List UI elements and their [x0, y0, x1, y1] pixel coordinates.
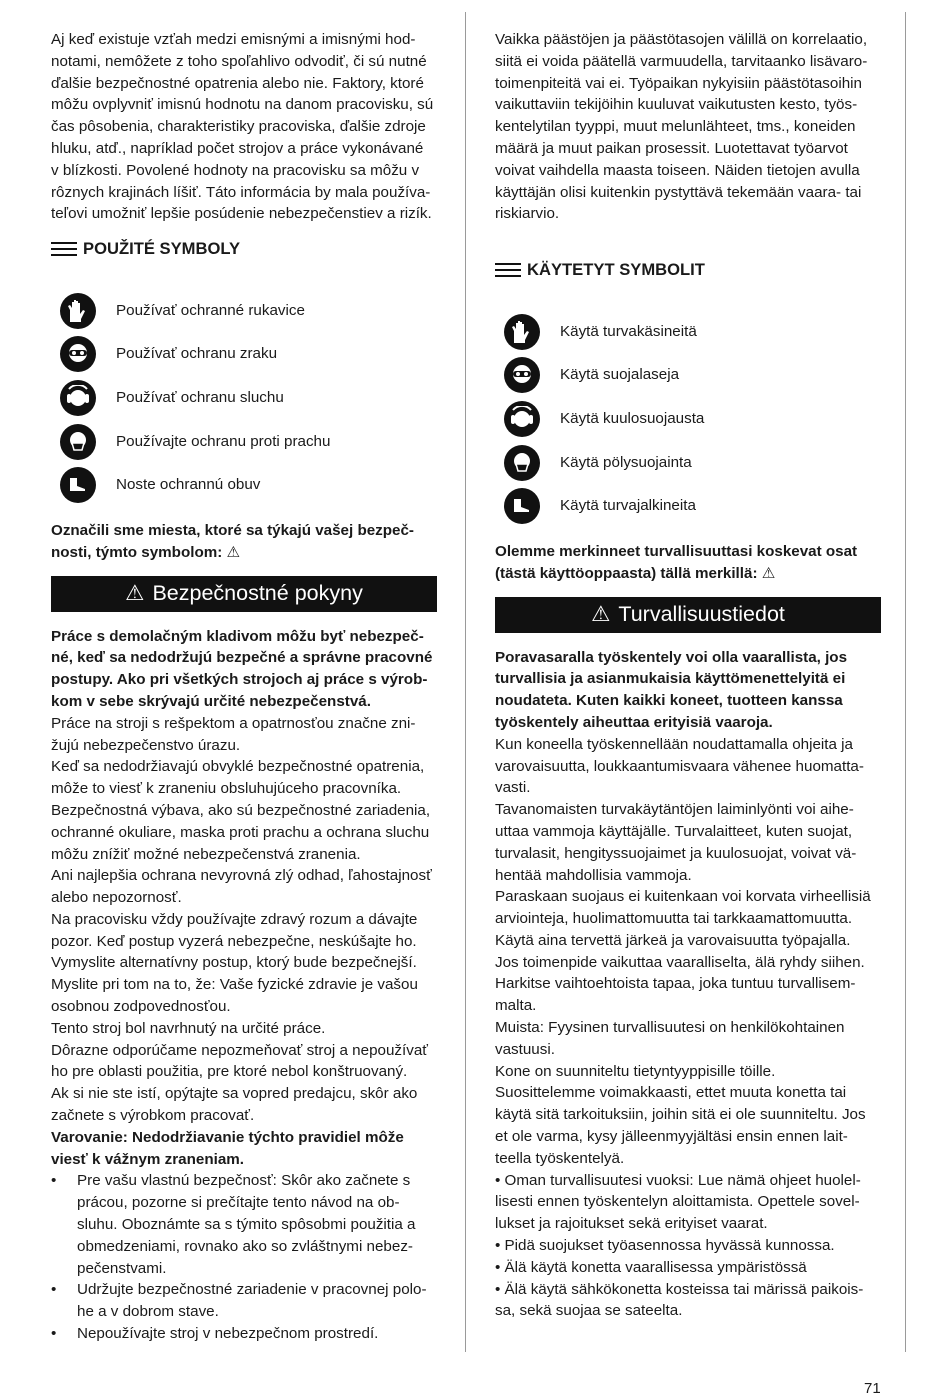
text-line: riskiarvio. [495, 205, 560, 223]
text-line: postupy. Ako pri všetkých strojoch aj práce s výrob- [51, 671, 428, 689]
text-line: käyttäjän olisi kuitenkin pystyttävä tekemään vaara- tai [495, 183, 862, 201]
gloves-icon [504, 314, 540, 350]
page-number: 71 [864, 1380, 881, 1397]
text-line: Dôrazne odporúčame nepozmeňovať stroj a nepoužívať [51, 1041, 428, 1059]
symbol-item [495, 484, 881, 528]
text-line: Vaikka päästöjen ja päästötasojen välillä on korrelaatio, [495, 31, 868, 48]
symbols-list [51, 289, 437, 507]
text-line: Na pracovisku vždy používajte zdravý rozum a dávajte [51, 910, 418, 928]
text-line: obmedzeniami, rovnako ako so zvláštnymi nebez- [77, 1237, 413, 1255]
text-line: Poravasaralla työskentely voi olla vaarallista, jos [495, 648, 848, 666]
dust-mask-icon [60, 424, 96, 460]
symbol-item [495, 354, 881, 398]
text-line: prácou, pozorne si prečítajte tento návod na ob- [77, 1194, 400, 1212]
text-line: turvallisia ja asianmukaisia käyttömenettelyitä ei [495, 670, 846, 688]
text-line: et ole varma, kysy jälleenmyyjältäsi ensin ennen lait- [495, 1128, 848, 1146]
text-line: Pre vašu vlastnú bezpečnosť: Skôr ako začnete s [77, 1172, 411, 1190]
ear-protection-icon [60, 380, 96, 416]
text-line: Myslite pri tom na to, že: Vaše fyzické zdravie je vašou [51, 976, 418, 994]
text-line: pečenstvami. [77, 1259, 167, 1277]
text-line: (tästä käyttöoppaasta) tällä merkillä: ⚠ [495, 564, 776, 582]
text-line: notami, nemôžete z toho spoľahlivo odvodiť, či sú nutné [51, 52, 427, 70]
text-line: teľovi umožniť lepšie posúdenie nebezpečenstiev a rizík. [51, 205, 432, 223]
text-line: sa, sekä suojaa se sateelta. [495, 1302, 683, 1320]
warning-icon: ⚠ [125, 580, 145, 605]
text-line: siitä ei voida päätellä varmuudella, tarvitaanko lisävaro- [495, 52, 868, 70]
safety-banner [51, 576, 437, 612]
text-line: vastuusi. [495, 1040, 555, 1058]
text-line: Olemme merkinneet turvallisuuttasi koskevat osat [495, 542, 858, 560]
text-line: ochranné okuliare, maska proti prachu a ochrana sluchu [51, 823, 430, 841]
symbol-label: Käytä turvakäsineitä [560, 322, 697, 340]
text-line: Varovanie: Nedodržiavanie týchto pravidiel môže [51, 1128, 404, 1146]
text-line: kentelytilan tyyppi, muut melunlähteet, tms., koneiden [495, 118, 856, 136]
symbol-label: Používať ochranu zraku [116, 345, 278, 363]
text-line: né, keď sa nedodržujú bezpečné a správne pracovné [51, 649, 433, 667]
text-line: Ak si nie ste istí, opýtajte sa vopred predajcu, skôr ako [51, 1085, 418, 1103]
left-column [51, 29, 437, 1345]
symbol-item [51, 420, 437, 464]
text-line: Keď sa nedodržiavajú obvyklé bezpečnostné opatrenia, [51, 758, 425, 776]
text-line: Suosittelemme voimakkaasti, ettet muuta konetta tai [495, 1084, 847, 1102]
symbol-label: Používať ochranné rukavice [116, 301, 305, 319]
text-line: Paraskaan suojaus ei kuitenkaan voi korvata virheellisiä [495, 888, 871, 906]
text-line: toimenpiteitä vai ei. Työpaikan nykyisiin päästötasoihin [495, 74, 862, 92]
symbol-label: Käytä turvajalkineita [560, 497, 696, 515]
text-line: Käytä aina tervettä järkeä ja varovaisuutta työpajalla. [495, 931, 851, 949]
symbol-item [51, 289, 437, 333]
safety-boots-icon [60, 467, 96, 503]
right-margin-rule [905, 12, 906, 1352]
symbol-item [51, 333, 437, 377]
right-body [495, 647, 881, 1323]
text-line: kom v sebe skrývajú určité nebezpečenstvá. [51, 692, 371, 710]
bullet-icon: • [51, 1172, 57, 1190]
text-line: čas pôsobenia, charakteristiky pracoviska, ďalšie zdroje [51, 118, 426, 136]
text-line: Práce s demolačným kladivom môžu byť nebezpeč- [51, 627, 424, 645]
marked-note [51, 520, 437, 564]
dust-mask-icon [504, 445, 540, 481]
text-line: nosti, týmto symbolom: ⚠ [51, 543, 241, 561]
safety-boots-icon [504, 488, 540, 524]
left-body [51, 626, 437, 1171]
right-intro [495, 29, 881, 225]
text-line: žujú nebezpečenstvo úrazu. [51, 736, 241, 754]
safety-banner [495, 597, 881, 633]
text-line: Ani najlepšia ochrana nevyrovná zlý odhad, ľahostajnosť [51, 867, 432, 885]
text-line: môže to viesť k zraneniu obsluhujúceho pracovníka. [51, 780, 402, 798]
text-line: začnete s výrobkom pracovať. [51, 1107, 255, 1125]
text-line: arviointeja, huolimattomuutta tai tarkkaamattomuutta. [495, 910, 853, 928]
text-line: työskentely aiheuttaa erityisiä vaaroja. [495, 713, 773, 731]
list-icon [495, 263, 521, 278]
symbol-item [495, 397, 881, 441]
gloves-icon [60, 293, 96, 329]
list-icon [51, 242, 77, 257]
symbol-item [51, 376, 437, 420]
text-line: turvalasit, hengityssuojaimet ja kuulosuojat, voivat vä- [495, 844, 857, 862]
list-item [51, 1170, 437, 1279]
symbols-list [495, 310, 881, 528]
banner-title: Bezpečnostné pokyny [152, 580, 363, 605]
text-line: môžu znížiť možné nebezpečenstvá zranenia. [51, 845, 361, 863]
text-line: lukset ja rajoitukset sekä erityiset vaarat. [495, 1215, 768, 1233]
symbol-label: Käytä suojalaseja [560, 366, 680, 384]
text-line: osobnou zodpovednosťou. [51, 998, 231, 1016]
text-line: pozor. Keď postup vyzerá nebezpečne, neskúšajte ho. [51, 932, 417, 950]
text-line: lisesti ennen työskentelyn aloittamista. Opettele sovel- [495, 1193, 860, 1211]
text-line: Kone on suunniteltu tietyntyyppisille töille. [495, 1062, 776, 1080]
section-heading [51, 238, 437, 260]
left-bullets [51, 1170, 437, 1344]
column-divider [465, 12, 466, 1352]
section-heading [495, 259, 881, 281]
symbol-label: Používajte ochranu proti prachu [116, 432, 331, 450]
text-line: hluku, atď., napríklad počet strojov a práce vykonávané [51, 139, 424, 157]
text-line: voivat vaihdella maasta toiseen. Näiden tietojen avulla [495, 161, 860, 179]
symbols-heading: POUŽITÉ SYMBOLY [83, 239, 241, 259]
banner-title: Turvallisuustiedot [618, 601, 785, 626]
marked-note [495, 541, 881, 585]
bullet-icon: • [51, 1281, 57, 1299]
text-line: Aj keď existuje vzťah medzi emisnými a imisnými hod- [51, 31, 416, 48]
text-line: Nepoužívajte stroj v nebezpečnom prostredí. [77, 1325, 379, 1343]
text-line: käytä sitä tarkoituksiin, joihin sitä ei ole suunniteltu. Jos [495, 1106, 866, 1124]
ear-protection-icon [504, 401, 540, 437]
text-line: teella työskentelyä. [495, 1149, 625, 1167]
symbol-label: Používať ochranu sluchu [116, 389, 284, 407]
text-line: Označili sme miesta, ktoré sa týkajú vašej bezpeč- [51, 521, 414, 539]
text-line: varovaisuutta, loukkaantumisvaara vähenee huomatta- [495, 757, 864, 775]
text-line: Tavanomaisten turvakäytäntöjen laiminlyönti voi aihe- [495, 801, 854, 819]
symbol-label: Noste ochrannú obuv [116, 476, 261, 494]
text-line: Harkitse vaihtoehtoista tapaa, joka tuntuu turvallisem- [495, 975, 856, 993]
list-item [51, 1323, 437, 1345]
eye-protection-icon [60, 336, 96, 372]
text-line: vasti. [495, 779, 531, 797]
eye-protection-icon [504, 357, 540, 393]
symbol-label: Käytä kuulosuojausta [560, 410, 705, 428]
symbol-label: Käytä pölysuojainta [560, 453, 692, 471]
text-line: viesť k vážnym zraneniam. [51, 1150, 244, 1168]
symbol-item [51, 463, 437, 507]
text-line: • Oman turvallisuutesi vuoksi: Lue nämä ohjeet huolel- [495, 1171, 861, 1189]
text-line: ďalšie bezpečnostné opatrenia alebo nie. Faktory, ktoré [51, 74, 424, 92]
text-line: sluhu. Oboznámte sa s týmito spôsobmi použitia a [77, 1216, 416, 1234]
text-line: Práce na stroji s rešpektom a opatrnosťou značne zni- [51, 714, 416, 732]
text-line: Tento stroj bol navrhnutý na určité práce. [51, 1019, 326, 1037]
text-line: rôznych krajinách líšiť. Táto informácia by mala používa- [51, 183, 431, 201]
text-line: hentää mahdollisia vammoja. [495, 866, 692, 884]
warning-icon: ⚠ [591, 601, 611, 626]
bullet-icon: • [51, 1325, 57, 1343]
text-line: v blízkosti. Povolené hodnoty na pracovisku sa môžu v [51, 161, 420, 179]
text-line: Muista: Fyysinen turvallisuutesi on henkilökohtainen [495, 1019, 845, 1037]
text-line: môžu ovplyvniť imisnú hodnotu na danom pracovisku, sú [51, 96, 434, 114]
list-item [51, 1279, 437, 1323]
text-line: Bezpečnostná výbava, ako sú bezpečnostné zariadenia, [51, 801, 431, 819]
symbol-item [495, 441, 881, 485]
text-line: ho pre oblasti použitia, pre ktoré nebol konštruovaný. [51, 1063, 408, 1081]
text-line: Udržujte bezpečnostné zariadenie v pracovnej polo- [77, 1281, 427, 1299]
text-line: Kun koneella työskennellään noudattamalla ohjeita ja [495, 735, 854, 753]
text-line: • Älä käytä konetta vaarallisessa ympäristössä [495, 1258, 807, 1276]
text-line: vaikuttaviin tekijöihin kuuluvat vaikutusten kesto, työs- [495, 96, 858, 114]
text-line: • Älä käytä sähkökonetta kosteissa tai märissä paikois- [495, 1280, 864, 1298]
text-line: he a v dobrom stave. [77, 1303, 219, 1321]
text-line: malta. [495, 997, 537, 1015]
text-line: alebo nepozornosť. [51, 889, 182, 907]
text-line: Jos toimenpide vaikuttaa vaaralliselta, älä ryhdy siihen. [495, 953, 865, 971]
text-line: uttaa vammoja käyttäjälle. Turvalaitteet, kuten suojat, [495, 822, 853, 840]
symbols-heading: KÄYTETYT SYMBOLIT [527, 260, 705, 280]
text-line: noudateta. Kuten kaikki koneet, tuotteen kanssa [495, 692, 843, 710]
left-intro [51, 29, 437, 225]
text-line: • Pidä suojukset työasennossa hyvässä kunnossa. [495, 1237, 835, 1255]
symbol-item [495, 310, 881, 354]
text-line: Vymyslite alternatívny postup, ktorý bude bezpečnejší. [51, 954, 417, 972]
right-column [495, 29, 881, 1322]
text-line: määrä ja muut paikan prosessit. Luotettavat työarvot [495, 139, 848, 157]
